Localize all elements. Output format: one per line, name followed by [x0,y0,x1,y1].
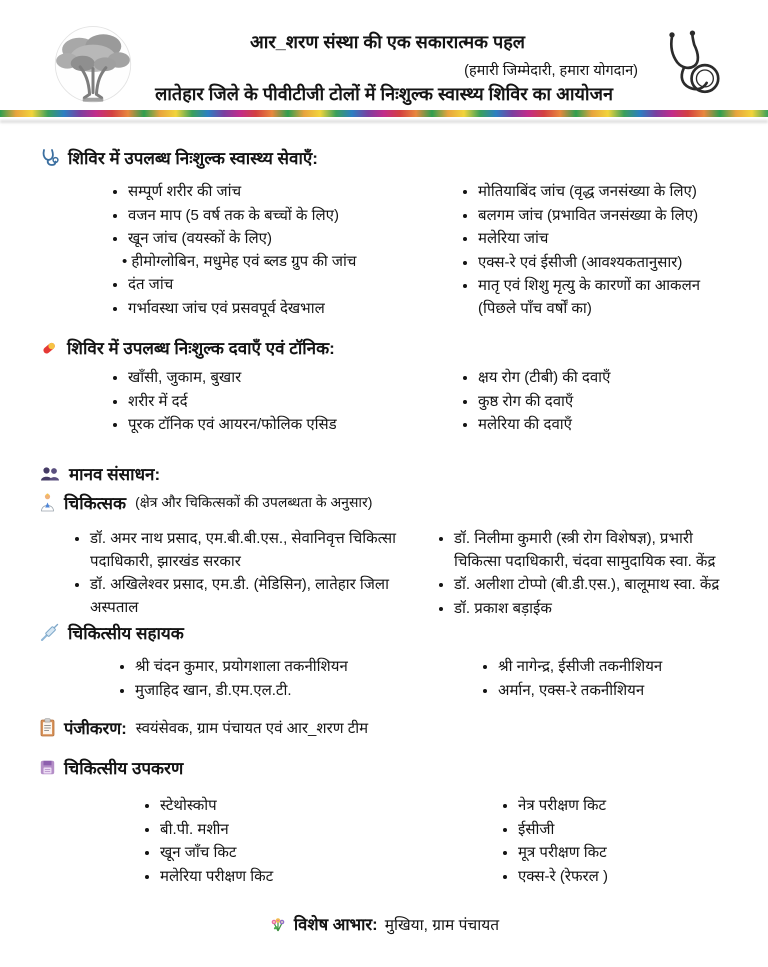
doctors-list-right [430,528,742,621]
medicine-item: • शरीर में दर्द [128,391,430,414]
service-item: • मातृ एवं शिशु मृत्यु के कारणों का आकलन (पिछले पाँच वर्षों का) [478,275,742,320]
medical-kit-icon [40,760,55,775]
tagline: (हमारी जिम्मेदारी, हमारा योगदान) [464,63,638,79]
equipment-item: • खून जाँच किट [160,842,430,865]
medicine-item: • मलेरिया की दवाएँ [478,414,742,437]
equipment-item: • मूत्र परीक्षण किट [518,842,742,865]
assistants-heading: चिकित्सीय सहायक [68,624,184,643]
section-assistants [40,621,742,703]
doctor-item: • डॉ. निलीमा कुमारी (स्त्री रोग विशेषज्ञ), प्रभारी चिकित्सा पदाधिकारी, चंदवा सामुदायिक स्वा. केंद्र [454,528,742,573]
section-registration [40,716,742,739]
doctor-item: • डॉ. अलीशा टोप्पो (बी.डी.एस.), बालूमाथ स्वा. केंद्र [454,574,742,597]
people-icon [40,466,60,482]
service-item: • वजन माप (5 वर्ष तक के बच्चों के लिए) [128,205,430,228]
service-item: • दंत जांच [128,274,430,297]
doctors-heading-note: (क्षेत्र और चिकित्सकों की उपलब्धता के अनुसार) [135,494,373,510]
medicines-heading: शिविर में उपलब्ध निःशुल्क दवाएँ एवं टॉनिक: [67,339,335,358]
assistant-item: • श्री चंदन कुमार, प्रयोगशाला तकनीशियन [135,656,430,679]
service-item: • मलेरिया जांच [478,228,742,251]
medicine-item: • क्षय रोग (टीबी) की दवाएँ [478,367,742,390]
services-list-left [40,181,430,321]
services-list-right [430,181,742,321]
section-medicines [40,336,742,438]
page-title: आर_शरण संस्था की एक सकारात्मक पहल [250,32,525,52]
stethoscope-illustration [648,28,728,104]
doctor-item: • डॉ. अखिलेश्वर प्रसाद, एम.डी. (मेडिसिन), लातेहार जिला अस्पताल [90,574,430,619]
equipment-item: • ईसीजी [518,819,742,842]
equipment-item: • बी.पी. मशीन [160,819,430,842]
service-item: • एक्स-रे एवं ईसीजी (आवश्यकतानुसार) [478,252,742,275]
equipment-item: • एक्स-रे (रेफरल ) [518,866,742,889]
service-item: • गर्भावस्था जांच एवं प्रसवपूर्व देखभाल [128,298,430,321]
event-title: लातेहार जिले के पीवीटीजी टोलों में निःशुल्क स्वास्थ्य शिविर का आयोजन [155,84,613,104]
equipment-heading: चिकित्सीय उपकरण [64,759,184,778]
medicine-item: • कुष्ठ रोग की दवाएँ [478,391,742,414]
section-equipment [40,756,742,889]
footer-text: मुखिया, ग्राम पंचायत [384,916,500,934]
services-heading: शिविर में उपलब्ध निःशुल्क स्वास्थ्य सेवाएँ: [68,149,318,168]
equipment-item: • नेत्र परीक्षण किट [518,795,742,818]
assistant-item: • मुजाहिद खान, डी.एम.एल.टी. [135,680,430,703]
doctors-list-left [40,528,430,620]
bouquet-icon [269,915,287,933]
section-human-resources [40,462,742,485]
divider-shadow-line [0,120,768,123]
human-resources-heading: मानव संसाधन: [69,465,161,484]
pill-icon [40,339,58,357]
assistants-list-left [40,656,430,703]
stethoscope-icon [40,148,59,167]
service-sub-item: • हीमोग्लोबिन, मधुमेह एवं ब्लड ग्रुप की जांच [122,251,430,274]
equipment-list-left [40,795,430,889]
service-item: • खून जांच (वयस्कों के लिए) • हीमोग्लोबिन, मधुमेह एवं ब्लड ग्रुप की जांच [128,228,430,273]
doctor-icon [40,493,55,512]
doctors-heading: चिकित्सक [64,494,127,513]
medicines-list-left [40,367,430,438]
equipment-item: • स्टेथोस्कोप [160,795,430,818]
medicine-item: • खाँसी, जुकाम, बुखार [128,367,430,390]
registration-label: पंजीकरण: [64,720,127,738]
assistants-list-right [430,656,742,703]
equipment-item: • मलेरिया परीक्षण किट [160,866,430,889]
medicines-list-right [430,367,742,438]
service-item: • बलगम जांच (प्रभावित जनसंख्या के लिए) [478,205,742,228]
medicine-item: • पूरक टॉनिक एवं आयरन/फोलिक एसिड [128,414,430,437]
doctor-item: • डॉ. अमर नाथ प्रसाद, एम.बी.बी.एस., सेवानिवृत्त चिकित्सा पदाधिकारी, झारखंड सरकार [90,528,430,573]
registration-text: स्वयंसेवक, ग्राम पंचायत एवं आर_शरण टीम [135,719,369,737]
assistant-item: • अर्मान, एक्स-रे तकनीशियन [498,680,742,703]
syringe-icon [40,623,59,642]
clipboard-icon [40,718,55,737]
equipment-list-right [430,795,742,889]
doctor-item: • डॉ. प्रकाश बड़ाईक [454,598,742,621]
footer-acknowledgement [0,912,768,938]
rainbow-divider [0,110,768,117]
assistant-item: • श्री नागेन्द्र, ईसीजी तकनीशियन [498,656,742,679]
footer-label: विशेष आभार: [293,916,378,934]
section-services [40,146,742,321]
section-doctors [40,491,742,621]
service-item: • सम्पूर्ण शरीर की जांच [128,181,430,204]
service-item: • मोतियाबिंद जांच (वृद्ध जनसंख्या के लिए) [478,181,742,204]
